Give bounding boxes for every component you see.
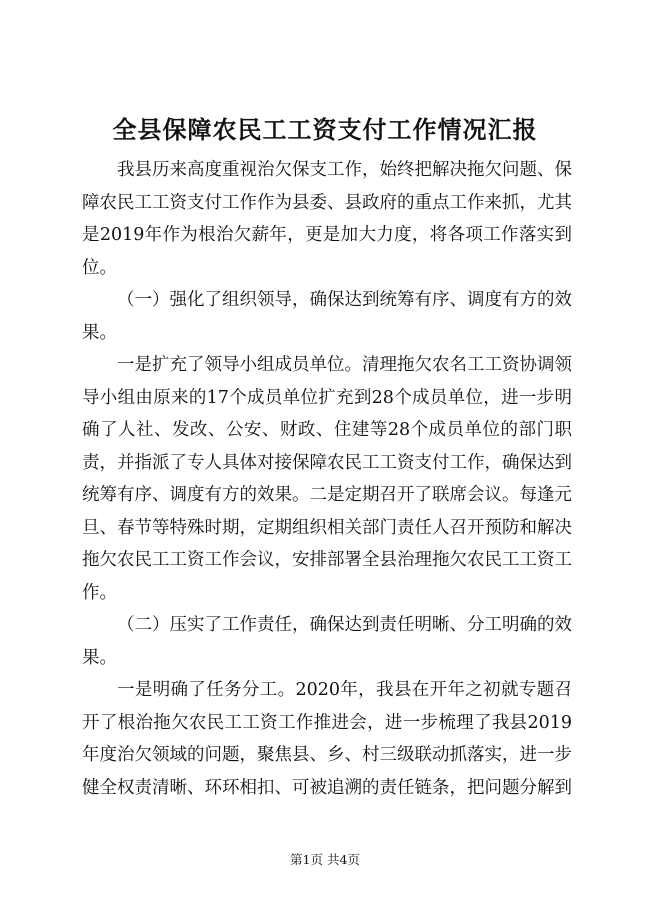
paragraph-section-1-body: 一是扩充了领导小组成员单位。清理拖欠农名工工资协调领导小组由原来的17个成员单位扩充到28个成员单位，进一步明确了人社、发改、公安、财政、住建等28个成员单位的部门职责，并指派了专人具体对接保障农民工工资支付工作，确保达到统筹有序、调度有方的效果。二是定期召开了联席会议。每逢元旦、春节等特殊时期，定期组织相关部门责任人召开预防和解决拖欠农民工工资工作会议，安排部署全县治理拖欠农民工工资工作。 [82,355,572,603]
paragraph-section-heading-1: （一）强化了组织领导，确保达到统筹有序、调度有方的效果。 [82,290,572,343]
paragraph-intro: 我县历来高度重视治欠保支工作，始终把解决拖欠问题、保障农民工工资支付工作作为县委、县政府的重点工作来抓，尤其是2019年作为根治欠薪年，更是加大力度，将各项工作落实到位。 [82,160,572,278]
paragraph-section-heading-2: （二）压实了工作责任，确保达到责任明晰、分工明确的效果。 [82,615,572,668]
page-footer: 第1页 共4页 [290,852,360,867]
document-title: 全县保障农民工工资支付工作情况汇报 [112,115,538,144]
paragraph-section-2-body: 一是明确了任务分工。2020年，我县在开年之初就专题召开了根治拖欠农民工工资工作推进会，进一步梳理了我县2019年度治欠领域的问题，聚焦县、乡、村三级联动抓落实，进一步健全权责清晰、环环相扣、可被追溯的责任链条，把问题分解到 [82,680,572,798]
document-body [82,154,572,804]
